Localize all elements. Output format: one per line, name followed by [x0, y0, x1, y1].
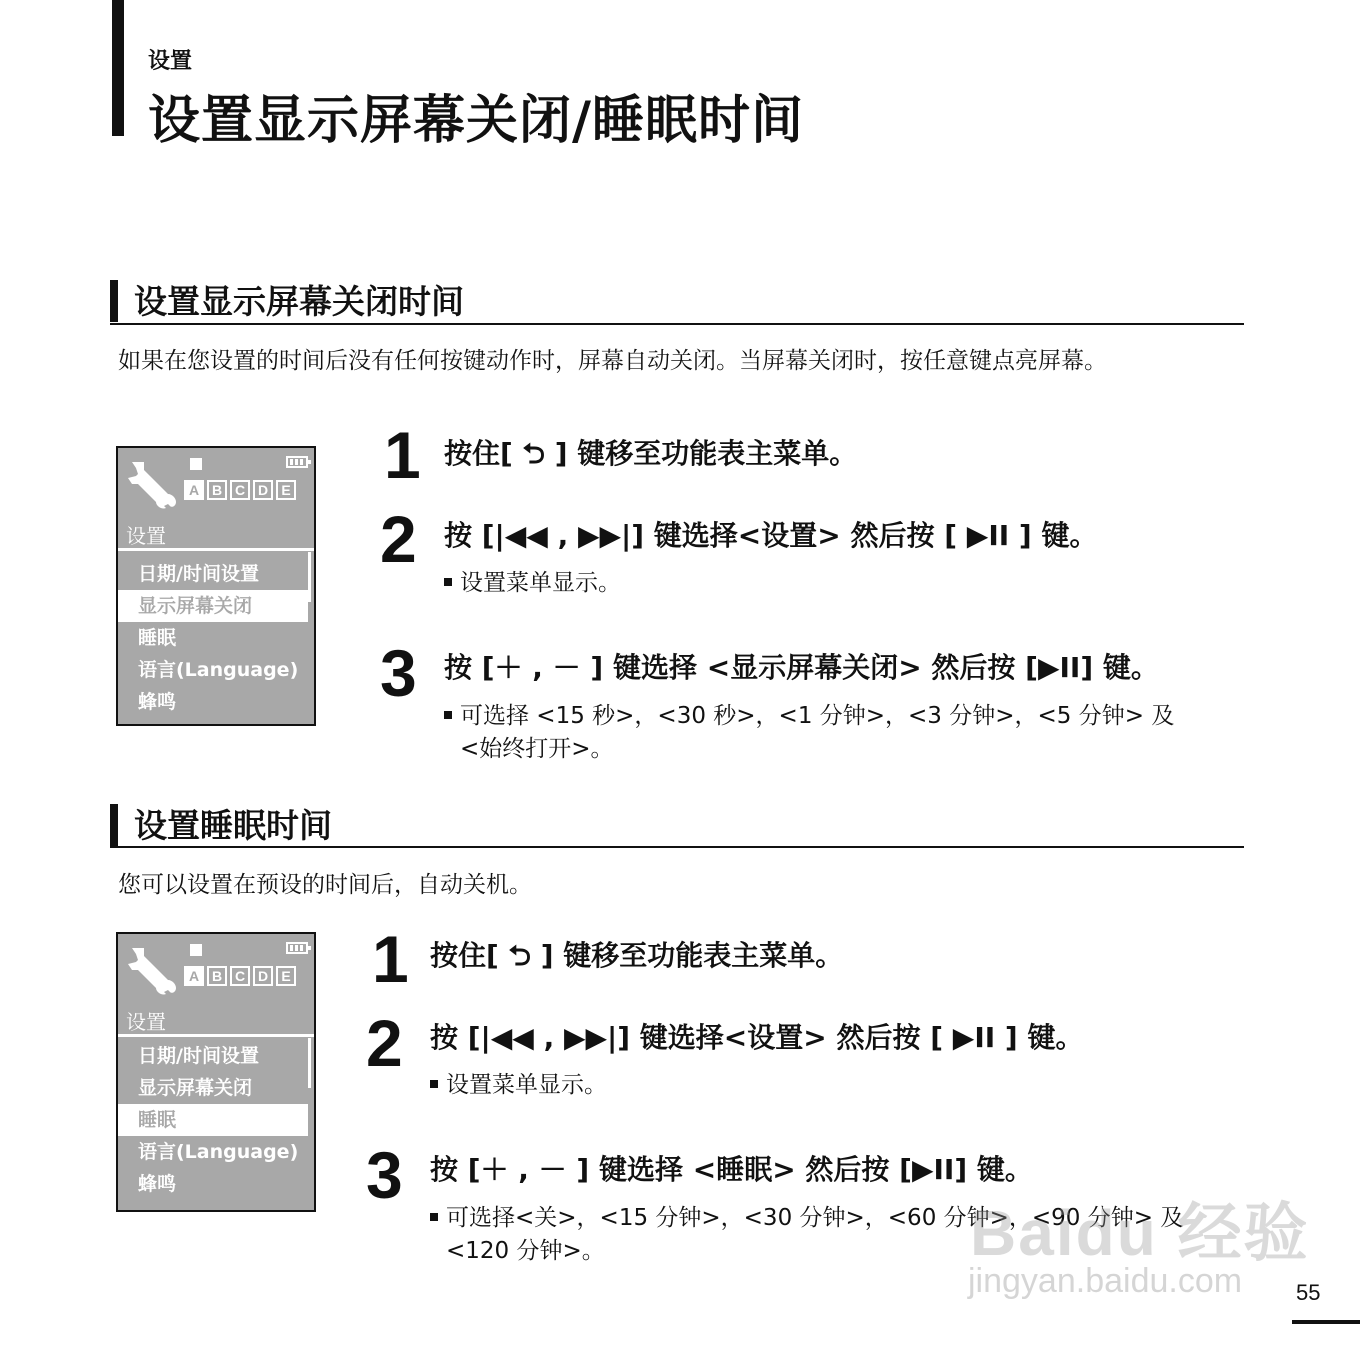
mode-letter-e: E	[276, 480, 296, 500]
step-note: 可选择 <15 秒>，<30 秒>，<1 分钟>，<3 分钟>，<5 分钟> 及	[444, 697, 1174, 730]
page-title: 设置显示屏幕关闭/睡眠时间	[148, 91, 804, 151]
mode-letters	[184, 966, 296, 986]
step-instruction: 按住[ ⮌ ] 键移至功能表主菜单。	[430, 939, 844, 972]
step-instruction: 按 [＋ , － ] 键选择 <显示屏幕关闭> 然后按 [▶II] 键。	[444, 651, 1159, 684]
wrench-icon	[124, 454, 180, 510]
device-scrollbar	[308, 1038, 311, 1088]
page-number-rule	[1292, 1320, 1360, 1324]
back-icon: ⮌	[508, 939, 531, 972]
mode-letter-c: C	[230, 480, 250, 500]
device-menu-item: 显示屏幕关闭	[138, 1077, 253, 1099]
device-menu-item: 日期/时间设置	[138, 1045, 259, 1067]
mode-letter-e: E	[276, 966, 296, 986]
step-instruction: 按 [|◀◀ , ▶▶|] 键选择<设置> 然后按 [ ▶II ] 键。	[444, 519, 1098, 552]
step-number: 2	[380, 502, 417, 576]
step-note-continued: <始终打开>。	[460, 736, 614, 762]
step-number: 2	[366, 1006, 403, 1080]
step-note: 设置菜单显示。	[430, 1066, 607, 1099]
play-pause-icon: ▶II	[1037, 651, 1081, 684]
watermark-logo: Baidu 经验	[970, 1197, 1310, 1269]
section-title: 设置显示屏幕关闭时间	[134, 282, 464, 321]
section-divider	[110, 846, 1244, 848]
device-screen	[116, 446, 316, 726]
step-note: 可选择<关>，<15 分钟>，<30 分钟>，<60 分钟>，<90 分钟> 及	[430, 1199, 1183, 1232]
device-menu-item: 语言(Language)	[138, 659, 299, 681]
prev-next-icon: |◀◀ , ▶▶|	[494, 519, 632, 552]
mode-letters	[184, 480, 296, 500]
battery-icon	[286, 942, 308, 954]
step-note-continued: <120 分钟>。	[446, 1238, 605, 1264]
section-intro: 如果在您设置的时间后没有任何按键动作时，屏幕自动关闭。当屏幕关闭时，按任意键点亮屏幕。	[118, 348, 1107, 374]
step-note: 设置菜单显示。	[444, 564, 621, 597]
watermark-url: jingyan.baidu.com	[968, 1262, 1243, 1300]
plus-minus-icon: ＋ , －	[480, 1153, 567, 1186]
device-menu-title: 设置	[126, 524, 166, 548]
title-accent-bar	[112, 0, 124, 136]
mode-letter-b: B	[207, 480, 227, 500]
step-instruction: 按 [|◀◀ , ▶▶|] 键选择<设置> 然后按 [ ▶II ] 键。	[430, 1021, 1084, 1054]
play-pause-icon: ▶II	[966, 519, 1010, 552]
mode-letter-c: C	[230, 966, 250, 986]
bullet-square-icon	[444, 711, 452, 719]
device-menu-item: 日期/时间设置	[138, 563, 259, 585]
section-accent-bar	[110, 804, 118, 846]
plus-minus-icon: ＋ , －	[494, 651, 581, 684]
play-pause-icon: ▶II	[911, 1153, 955, 1186]
stop-icon	[190, 458, 202, 470]
step-number: 1	[372, 922, 409, 996]
device-menu-item-selected: 睡眠	[118, 1104, 308, 1136]
section-accent-bar	[110, 280, 118, 322]
stop-icon	[190, 944, 202, 956]
bullet-square-icon	[430, 1080, 438, 1088]
device-menu-item: 蜂鸣	[138, 691, 177, 713]
prev-next-icon: |◀◀ , ▶▶|	[480, 1021, 618, 1054]
device-menu-item-selected: 显示屏幕关闭	[118, 590, 308, 622]
step-instruction: 按 [＋ , － ] 键选择 <睡眠> 然后按 [▶II] 键。	[430, 1153, 1033, 1186]
device-scrollbar	[308, 552, 311, 602]
wrench-icon	[124, 940, 180, 996]
section-label: 设置	[148, 49, 193, 74]
step-instruction: 按住[ ⮌ ] 键移至功能表主菜单。	[444, 437, 858, 470]
device-menu-item: 语言(Language)	[138, 1141, 299, 1163]
page-number: 55	[1296, 1280, 1321, 1305]
battery-icon	[286, 456, 308, 468]
device-menu-item: 睡眠	[138, 627, 177, 649]
mode-letter-d: D	[253, 966, 273, 986]
step-number: 3	[380, 636, 417, 710]
step-number: 3	[366, 1138, 403, 1212]
section-divider	[110, 323, 1244, 325]
device-menu-item: 蜂鸣	[138, 1173, 177, 1195]
play-pause-icon: ▶II	[952, 1021, 996, 1054]
section-title: 设置睡眠时间	[134, 806, 332, 845]
device-menu-title: 设置	[126, 1010, 166, 1034]
device-separator	[118, 1034, 314, 1037]
mode-letter-d: D	[253, 480, 273, 500]
bullet-square-icon	[444, 578, 452, 586]
mode-letter-a: A	[184, 480, 204, 500]
back-icon: ⮌	[522, 437, 545, 470]
mode-letter-a: A	[184, 966, 204, 986]
device-separator	[118, 548, 314, 551]
step-number: 1	[384, 418, 421, 492]
device-screen	[116, 932, 316, 1212]
mode-letter-b: B	[207, 966, 227, 986]
section-intro: 您可以设置在预设的时间后，自动关机。	[118, 872, 532, 898]
bullet-square-icon	[430, 1213, 438, 1221]
